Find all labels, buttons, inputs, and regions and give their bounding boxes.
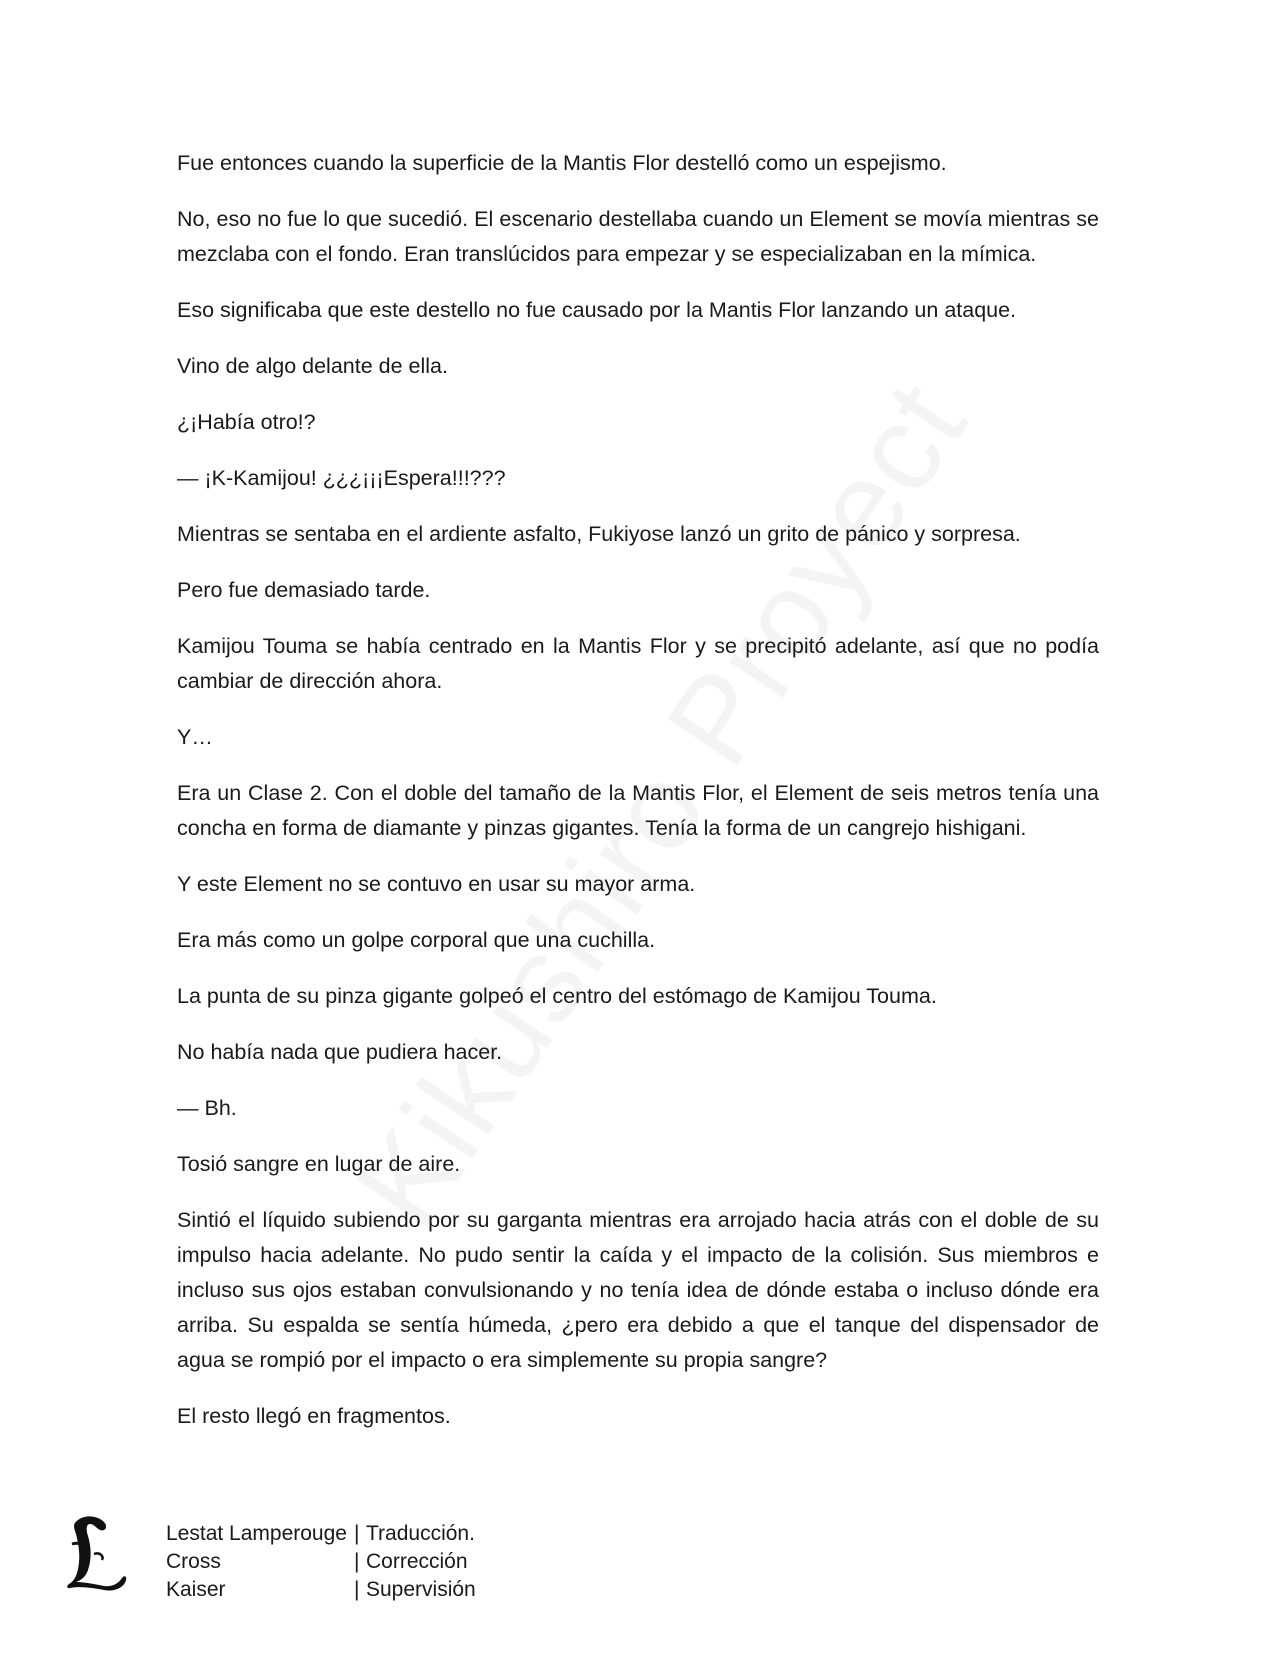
credit-separator: | [354, 1522, 360, 1545]
paragraph: Sintió el líquido subiendo por su garganta mientras era arrojado hacia atrás con el doble de su impulso hacia adelante. No pudo sentir la caída y el impacto de la colisión. Sus miembros e incluso sus ojos estaban convulsionando y no tenía idea de dónde estaba o incluso dónde era arriba. Su espalda se sentía húmeda, ¿pero era debido a que el tanque del dispensador de agua se rompió por el impacto o era simplemente su propia sangre? [177, 1208, 1099, 1372]
paragraph: Fue entonces cuando la superficie de la Mantis Flor destelló como un espejismo. [177, 151, 947, 175]
credit-name: Cross [166, 1550, 221, 1573]
paragraph: Kamijou Touma se había centrado en la Mantis Flor y se precipitó adelante, así que no podía cambiar de dirección ahora. [177, 634, 1099, 693]
paragraph: Era más como un golpe corporal que una cuchilla. [177, 928, 656, 952]
credit-name: Lestat Lamperouge [166, 1522, 347, 1545]
credit-role: Traducción. [366, 1522, 475, 1545]
credit-role: Supervisión [366, 1578, 476, 1601]
credit-row [166, 1548, 476, 1576]
credit-name: Kaiser [166, 1578, 226, 1601]
credit-separator: | [354, 1550, 360, 1573]
credit-separator: | [354, 1578, 360, 1601]
paragraph: ¿¡Había otro!? [177, 410, 316, 434]
paragraph: Tosió sangre en lugar de aire. [177, 1152, 461, 1176]
paragraph: Vino de algo delante de ella. [177, 354, 448, 378]
paragraph: Y… [177, 725, 213, 749]
paragraph: No había nada que pudiera hacer. [177, 1040, 503, 1064]
paragraph: Y este Element no se contuvo en usar su mayor arma. [177, 872, 696, 896]
paragraph: Eso significaba que este destello no fue causado por la Mantis Flor lanzando un ataque. [177, 298, 1017, 322]
paragraph: Pero fue demasiado tarde. [177, 578, 431, 602]
paragraph: — Bh. [177, 1096, 237, 1120]
paragraph: Era un Clase 2. Con el doble del tamaño de la Mantis Flor, el Element de seis metros tenía una concha en forma de diamante y pinzas gigantes. Tenía la forma de un cangrejo hishigani. [177, 781, 1099, 840]
body-text [177, 146, 1099, 1434]
credit-row [166, 1576, 476, 1604]
paragraph: Mientras se sentaba en el ardiente asfalto, Fukiyose lanzó un grito de pánico y sorpresa. [177, 522, 1021, 546]
credits-footer [64, 1514, 524, 1604]
gothic-l-logo-icon [64, 1514, 130, 1592]
credits-list [166, 1520, 476, 1604]
paragraph: No, eso no fue lo que sucedió. El escenario destellaba cuando un Element se movía mientras se mezclaba con el fondo. Eran translúcidos para empezar y se especializaban en la mímica. [177, 207, 1099, 266]
paragraph: — ¡K-Kamijou! ¿¿¿¡¡¡Espera!!!??? [177, 466, 506, 490]
credit-row [166, 1520, 476, 1548]
paragraph: El resto llegó en fragmentos. [177, 1404, 451, 1428]
credit-role: Corrección [366, 1550, 468, 1573]
paragraph: La punta de su pinza gigante golpeó el centro del estómago de Kamijou Touma. [177, 984, 937, 1008]
